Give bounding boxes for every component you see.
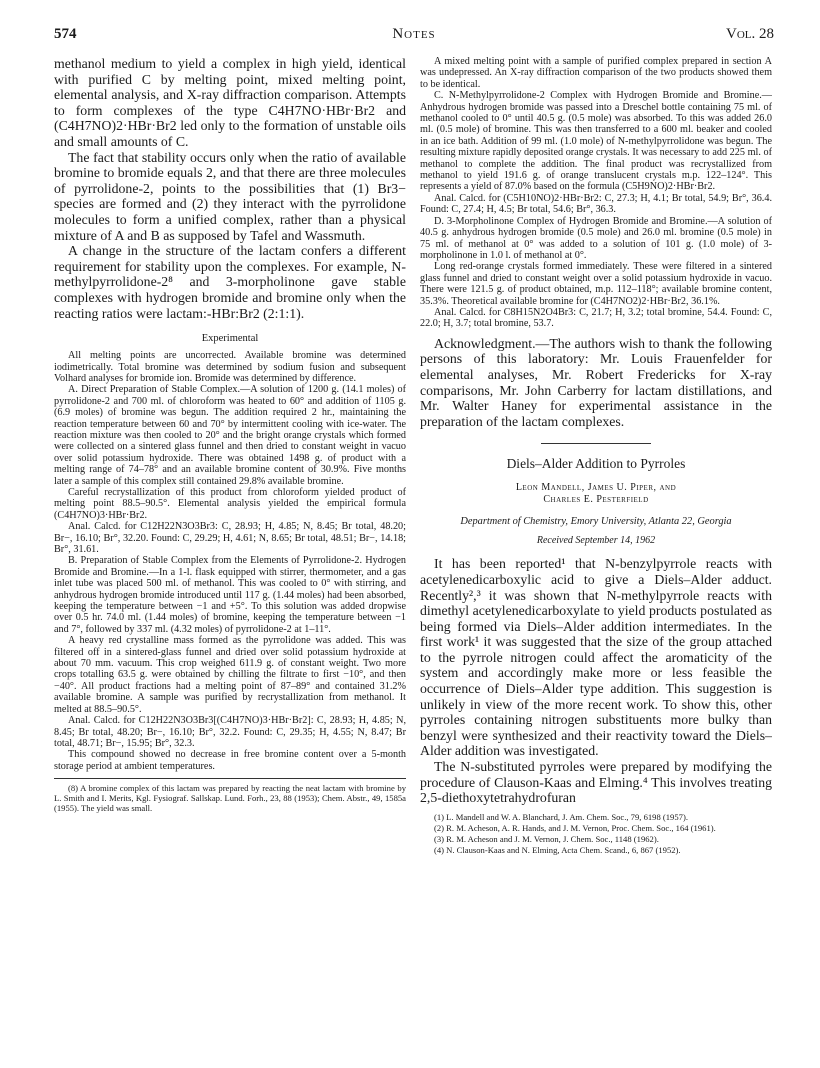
paragraph: Careful recrystallization of this product from chloroform yielded product of melting point 88.5–90.5°. Elemental analysis yielded the empirical formula (C4H7NO)3·HBr·Br2. bbox=[54, 486, 406, 521]
section-heading-experimental: Experimental bbox=[201, 333, 259, 345]
paragraph: D. 3-Morpholinone Complex of Hydrogen Bromide and Bromine.—A solution of 40.5 g. anhydrous hydrogen bromide (0.5 mole) and 26.0 ml. bromine (0.5 mole) in 75 ml. of methanol at 0° was added to a solution of 101 g. (1.0 mole) of 3-morpholinone in 1.0 l. of methanol at 0°. bbox=[420, 215, 772, 261]
analysis-paragraph: Anal. Calcd. for (C5H10NO)2·HBr·Br2: C, 27.3; H, 4.1; Br total, 54.9; Br°, 36.4. Found: C, 27.4; H, 4.5; Br total, 54.6; Br°, 36.3. bbox=[420, 192, 772, 216]
paragraph: It has been reported¹ that N-benzylpyrrole reacts with acetylenedicarboxylic acid to give a Diels–Alder adduct. Recently²,³ it was shown that N-methylpyrrole reacts with dimethyl acetylenedicarboxylate to yield products postulated as being formed via Diels–Alder addition intermediates. In the first work¹ it was suggested that the size of the group attached to the pyrrole nitrogen could affect the aromaticity of the system and accordingly make more or less feasible the occurrence of Diels–Alder type addition. This suggestion is unlikely in view of the more recent work. To show this, other pyrroles containing nitrogen substituents more bulky than benzyl were synthesized and their reactivity toward the Diels–Alder addition was investigated. bbox=[420, 556, 772, 759]
affiliation: Department of Chemistry, Emory University, Atlanta 22, Georgia bbox=[460, 516, 732, 528]
footnote: (3) R. M. Acheson and J. M. Vernon, J. Chem. Soc., 1148 (1962). bbox=[434, 833, 659, 844]
left-column bbox=[54, 56, 406, 1048]
paragraph: Long red-orange crystals formed immediately. These were filtered in a sintered glass funnel and dried to constant weight over a solid potassium hydroxide in vacuo. There were 121.5 g. of product obtained, m.p. 112–118°; available bromine content, 35.3%. Theoretical available bromine for (C4H7NO2)2·HBr·Br2, 36.1%. bbox=[420, 261, 772, 307]
footnote: (2) R. M. Acheson, A. R. Hands, and J. M. Vernon, Proc. Chem. Soc., 164 (1961). bbox=[434, 822, 716, 833]
received-date: Received September 14, 1962 bbox=[536, 535, 656, 547]
analysis-paragraph: Anal. Calcd. for C12H22N3O3Br3: C, 28.93; H, 4.85; N, 8.45; Br total, 48.20; Br−, 16.10; Br°, 32.20. Found: C, 29.29; H, 4.61; N, 8.65; Br total, 48.51; Br−, 14.18; Br°, 31.61. bbox=[54, 521, 406, 555]
paragraph: A mixed melting point with a sample of purified complex prepared in section A was undepressed. An X-ray diffraction comparison of the two products showed them to be identical. bbox=[420, 56, 772, 90]
paragraph: All melting points are uncorrected. Available bromine was determined iodimetrically. Total bromine was determined by sodium fusion and subsequent Volhard analyses for bromide ion. Bromide was determined by difference. bbox=[54, 350, 406, 384]
analysis-paragraph: Anal. Calcd. for C8H15N2O4Br3: C, 21.7; H, 3.2; total bromine, 54.4. Found: C, 22.0; H, 3.7; total bromine, 53.7. bbox=[420, 306, 772, 330]
paragraph: A. Direct Preparation of Stable Complex.—A solution of 1200 g. (14.1 moles) of pyrrolidone-2 and 700 ml. of chloroform was heated to 60° and addition of 1105 g. (6.9 moles) of bromine was begun. The addition required 2 hr., maintaining the reaction temperature between 60 and 70° by intermittent cooling with ice-water. The reaction mixture was then cooled to 20° and the bright orange crystals which formed were collected on a sintered glass funnel and then dried to constant weight in vacuo over solid potassium hydroxide. There was obtained 1498 g. of product with a melting range of 74–78° and an available bromine content of 30.9%. Five months later a sample of this complex still contained 29.8% available bromine. bbox=[54, 384, 406, 487]
paragraph: C. N-Methylpyrrolidone-2 Complex with Hydrogen Bromide and Bromine.—Anhydrous hydrogen bromide was passed into a Dreschel bottle containing 75 ml. of methanol cooled to 0° until 40.5 g. (0.5 mole) was absorbed. To this was added 26.0 ml. (0.5 mole) of bromine. This was then transferred to a 600 ml. beaker and cooled in an ice bath. Addition of 99 ml. (1.0 mole) of N-methylpyrrolidone was begun. The resulting mixture rapidly deposited orange crystals. It was necessary to add 225 ml. of methanol to complete the addition. The final product was recrystallized from methanol to yield 191.6 g. of orange translucent crystals m.p. 122–124°. This represents a yield of 87.0% based on the formula (C5H9NO)2·HBr·Br2. bbox=[420, 90, 772, 193]
paragraph: The N-substituted pyrroles were prepared by modifying the procedure of Clauson-Kaas and Elming.⁴ This involves treating 2,5-diethoxytetrahydrofuran bbox=[420, 759, 772, 806]
paragraph: The fact that stability occurs only when the ratio of available bromine to bromide equals 2, and that there are three molecules of pyrrolidone-2, points to the possibilities that (1) Br3− species are formed and (2) they interact with the pyrrolidone molecules to form a unified complex, rather than a physical mixture of A and B as supposed by Tafel and Wassmuth. bbox=[54, 149, 406, 243]
analysis-paragraph: Anal. Calcd. for C12H22N3O3Br3[(C4H7NO)3·HBr·Br2]: C, 28.93; H, 4.85; N, 8.45; Br total, 48.20; Br−, 16.10; Br°, 32.2. Found: C, 29.35; H, 4.55; N, 8.47; Br total, 48.71; Br−, 15.95; Br°, 32.3. bbox=[54, 715, 406, 749]
acknowledgment: Acknowledgment.—The authors wish to thank the following persons of this laboratory: Mr. Louis Frauenfelder for elemental analyses, Mr. Robert Fredericks for X-ray comparisons, Mr. John Carberry for lactam distillations, and Mr. Walter Haney for experimental assistance in the preparation of the lactam complexes. bbox=[420, 335, 772, 429]
footnote-divider bbox=[54, 778, 406, 779]
right-column bbox=[420, 56, 772, 1048]
authors-line-1: Leon Mandell, James U. Piper, and bbox=[515, 482, 677, 494]
paragraph: A change in the structure of the lactam confers a different requirement for stability upon the complexes. For example, N-methylpyrrolidone-2⁸ and 3-morpholinone gave stable complexes with hydrogen bromide and bromine only when the reacting ratios were lactam:-HBr:Br2 (2:1:1). bbox=[54, 243, 406, 321]
page-number: 574 bbox=[54, 26, 77, 42]
footnote: (8) A bromine complex of this lactam was prepared by reacting the neat lactam with bromine by L. Smith and I. Merits, Kgl. Fysiograf. Sallskap. Lund. Forh., 23, 88 (1953); Chem. Abstr., 49, 1585a (1955). The yield was small. bbox=[54, 783, 406, 814]
page-header bbox=[54, 26, 774, 48]
paragraph: methanol medium to yield a complex in high yield, identical with purified C by melting point, mixed melting point, elemental analysis, and X-ray diffraction comparison. Attempts to form complexes of the type C4H7NO·HBr·Br2 and (C4H7NO)2·HBr·Br2 led only to the formation of unstable oils and small amounts of C. bbox=[54, 56, 406, 149]
paragraph: A heavy red crystalline mass formed as the pyrrolidone was added. This was filtered off in a sintered-glass funnel and dried over solid potassium hydroxide at about 70 mm. vacuum. This crop weighed 611.9 g. of constant weight. Two more crops totalling 63.5 g. were obtained by chilling the filtrate to first −10°, and then −40°. All product fractions had a melting point of 87–89° and contained 31.2% available bromine. A sample was purified by recrystallization from methanol. It melted at 88.5–90.5°. bbox=[54, 635, 406, 715]
paragraph: B. Preparation of Stable Complex from the Elements of Pyrrolidone-2. Hydrogen Bromide and Bromine.—In a 1-l. flask equipped with stirrer, thermometer, and a gas inlet tube was placed 500 ml. of methanol. This was cooled to 0° with stirring, and anhydrous hydrogen bromide introduced until 117 g. (1.44 moles) had been absorbed, keeping the temperature between −1 and +5°. To this solution was added dropwise over 0.5 hr. 74.0 ml. (1.44 moles) of bromine, keeping the temperature between −1 and 7°, followed by 337 ml. (4.32 moles) of pyrrolidone-2 at 1–11°. bbox=[54, 555, 406, 635]
paragraph: This compound showed no decrease in free bromine content over a 5-month storage period at ambient temperatures. bbox=[54, 749, 406, 772]
footnotes bbox=[420, 812, 772, 855]
footnote: (4) N. Clauson-Kaas and N. Elming, Acta Chem. Scand., 6, 867 (1952). bbox=[434, 844, 681, 855]
footnote: (1) L. Mandell and W. A. Blanchard, J. Am. Chem. Soc., 79, 6198 (1957). bbox=[434, 811, 688, 822]
authors-line-2: Charles E. Pesterfield bbox=[543, 494, 649, 506]
article-divider bbox=[541, 443, 651, 444]
volume-label: Vol. 28 bbox=[726, 26, 774, 42]
running-head: Notes bbox=[392, 26, 436, 42]
article-title: Diels–Alder Addition to Pyrroles bbox=[506, 456, 686, 472]
